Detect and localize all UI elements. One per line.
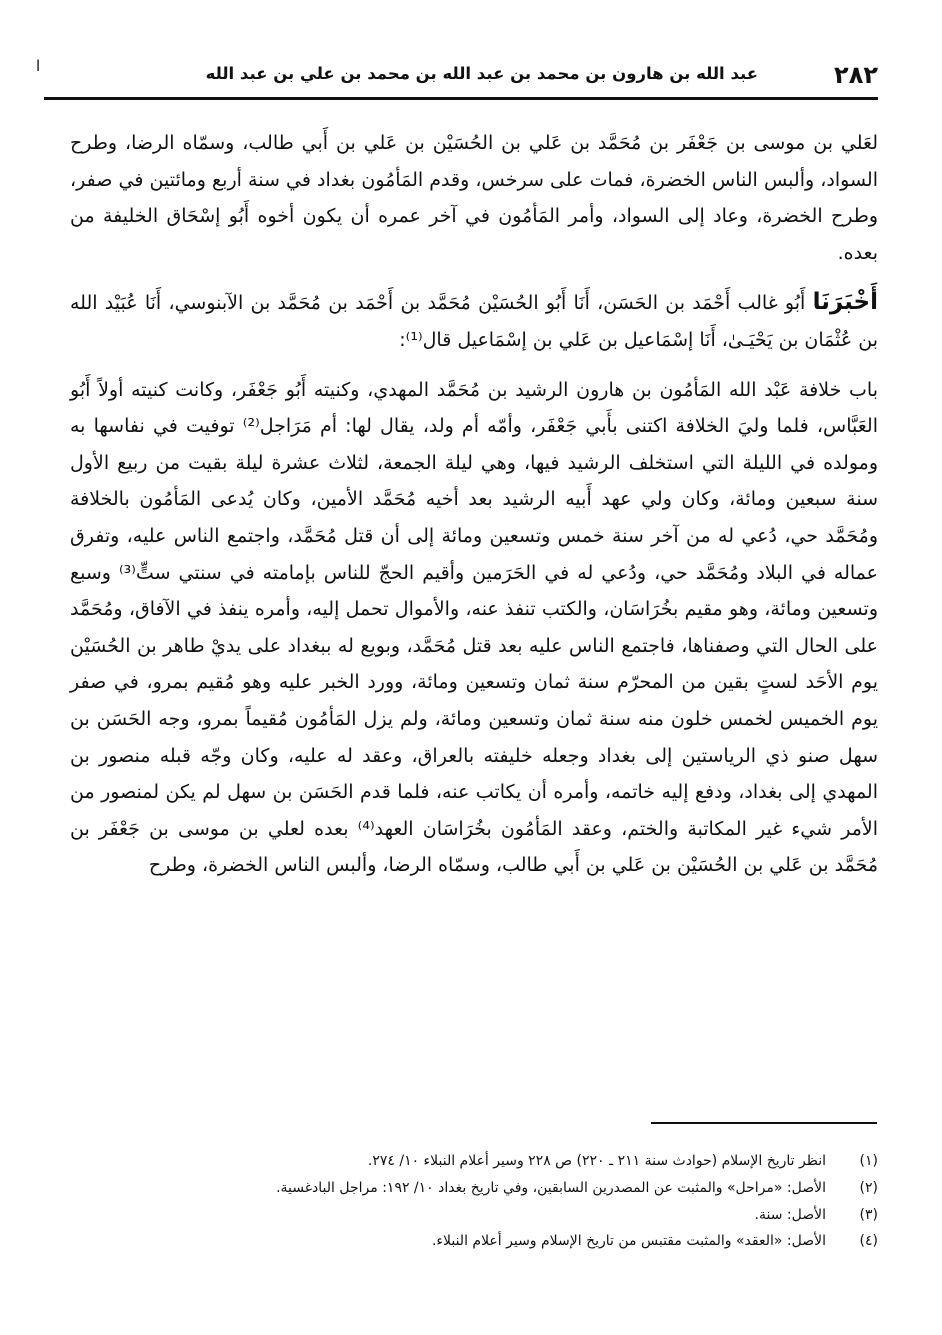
- footnote-number: (٢): [859, 1179, 878, 1196]
- footnote-item: [60, 1202, 878, 1229]
- header-mark: ا: [36, 57, 41, 75]
- footnote-text: الأصل: «مراحل» والمثبت عن المصدرين السابقين، وفي تاريخ بغداد ١٠/ ١٩٢: مراجل البادغسية.: [276, 1179, 826, 1196]
- main-text: [70, 125, 878, 884]
- paragraph-2: [70, 284, 878, 358]
- footnote-item: [60, 1228, 878, 1255]
- lead-word: أَخْبَرَنَا: [812, 289, 878, 316]
- footnote-text: انظر تاريخ الإسلام (حوادث سنة ٢١١ ـ ٢٢٠) ص ٢٢٨ وسير أعلام النبلاء ١٠/ ٢٧٤.: [367, 1153, 826, 1169]
- paragraph-2-text: أَبُو غالب أَحْمَد بن الحَسَن، أَنَا أَبُو الحُسَيْن مُحَمَّد بن أَحْمَد بن مُحَمَّد بن الآبنوسي، أَنَا عُبَيْد الله بن عُثْمَان بن يَحْيَـىٰ، أَنَا إسْمَاعيل بن عَلي بن إسْمَاعيل قال⁽¹⁾:: [70, 292, 878, 351]
- footnote-text: الأصل: سنة.: [754, 1206, 826, 1223]
- footnote-number: (١): [859, 1153, 878, 1169]
- paragraph-1: لعَلي بن موسى بن جَعْفَر بن مُحَمَّد بن عَلي بن الحُسَيْن بن عَلي بن أَبي طالب، وسمّاه الرضا، وطرح السواد، وألبس الناس الخضرة، فمات على سرخس، وقدم المَأمُون بغداد في سنة أربع ومائتين في صفر، وطرح الخضرة، وعاد إلى السواد، وأمر المَأمُون في آخر عمره أن يكون أخوه أَبُو إسْحَاق الخليفة من بعده.: [70, 132, 878, 264]
- footnote-item: [60, 1148, 878, 1175]
- footnote-rule: [651, 1122, 877, 1124]
- running-header-title: عبد الله بن هارون بن محمد بن عبد الله بن محمد بن علي بن عبد الله: [205, 64, 758, 83]
- paragraph-3: باب خلافة عَبْد الله المَأمُون بن هارون الرشيد بن مُحَمَّد المهدي، وكنيته أَبُو جَعْفَر، وكانت كنيته أولاً أَبُو العَبَّاس، فلما وليَ الخلافة اكتنى بأَبي جَعْفَر، وأمّه أم ولد، يقال لها: أم مَرَاجل⁽²⁾ توفيت في نفاسها به ومولده في الليلة التي استخلف الرشيد فيها، وهي ليلة الجمعة، لثلاث عشرة ليلة بقيت من ربيع الأول سنة سبعين ومائة، وكان ولي عهد أَبيه الرشيد بعد أخيه مُحَمَّد الأمين، وكان يُدعى المَأمُون بالخلافة ومُحَمَّد حي، دُعي له من آخر سنة خمس وتسعين ومائة إلى أن قتل مُحَمَّد، واجتمع الناس عليه، وتفرق عماله في البلاد ومُحَمَّد حي، ودُعي له في الحَرَمين وأقيم الحجّ للناس بإمامته في سنتي ستٍّ⁽³⁾ وسبع وتسعين ومائة، وهو مقيم بخُرَاسَان، والكتب تنفذ عنه، والأموال تحمل إليه، وأمره ينفذ في الآفاق، ومُحَمَّد على الحال التي وصفناها، فاجتمع الناس عليه بعد قتل مُحَمَّد، وبويع له ببغداد على يديْ طاهر بن الحُسَيْن يوم الأحَد لستٍ بقين من المحرّم سنة ثمان وتسعين ومائة، وورد الخبر عليه وهو مُقيم بمرو، في صفر يوم الخميس لخمس خلون منه سنة ثمان وتسعين ومائة، ولم يزل المَأمُون مُقيماً بمرو، وجه الحَسَن بن سهل صنو ذي الرياستين إلى بغداد وجعله خليفته بالعراق، وعقد له عليه، وكان وجّه قبله منصور بن المهدي إلى بغداد، ودفع إليه خاتمه، وأمره أن يكاتب عنه، فلما قدم الحَسَن بن سهل لم يكن لمنصور من الأمر شيء غير المكاتبة والختم، وعقد المَأمُون بخُرَاسَان العهد⁽⁴⁾ بعده لعلي بن موسى بن جَعْفَر بن مُحَمَّد بن عَلي بن الحُسَيْن بن عَلي بن أَبي طالب، وسمّاه الرضا، وألبس الناس الخضرة، وطرح: [70, 378, 878, 877]
- footnote-item: [60, 1175, 878, 1202]
- footnote-text: الأصل: «العقد» والمثبت مقتبس من تاريخ الإسلام وسير أعلام النبلاء.: [431, 1233, 826, 1250]
- footnote-number: (٤): [859, 1233, 878, 1250]
- footnotes: [60, 1148, 878, 1255]
- header-rule: [44, 97, 878, 100]
- page-number: ٢٨٢: [834, 61, 878, 89]
- footnote-number: (٣): [859, 1206, 878, 1223]
- running-header: [36, 55, 878, 95]
